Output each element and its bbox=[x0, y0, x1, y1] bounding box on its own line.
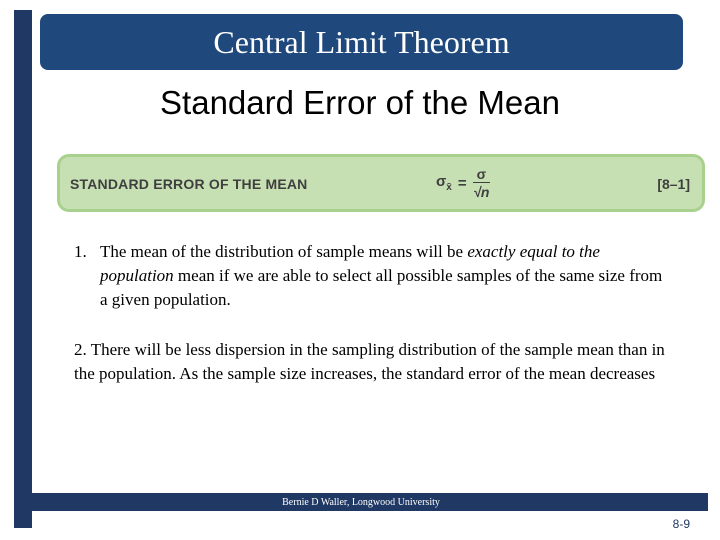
point-1 bbox=[74, 240, 674, 312]
formula-lhs bbox=[436, 173, 452, 193]
formula-equals: = bbox=[457, 174, 467, 192]
point-1-text bbox=[74, 240, 674, 312]
page-number: 8-9 bbox=[672, 517, 690, 531]
formula-fraction bbox=[473, 166, 491, 201]
point-2-text: 2. There will be less dispersion in the sampling distribution of the sample mean than in the population. As the sample size increases, the standard error of the mean decreases bbox=[74, 340, 665, 383]
formula-numerator: σ bbox=[473, 166, 491, 183]
footer-bar bbox=[14, 493, 708, 511]
formula-label: STANDARD ERROR OF THE MEAN bbox=[70, 176, 308, 192]
formula-lhs-symbol: σ bbox=[436, 173, 447, 190]
title-banner bbox=[40, 14, 683, 70]
standard-error-formula bbox=[436, 163, 490, 203]
footer-credit: Bernie D Waller, Longwood University bbox=[282, 496, 440, 508]
formula-number: [8–1] bbox=[657, 176, 690, 192]
point-1-part1: The mean of the distribution of sample means will be bbox=[100, 242, 468, 261]
slide-title: Central Limit Theorem bbox=[213, 23, 510, 60]
slide-subtitle: Standard Error of the Mean bbox=[160, 84, 560, 121]
point-1-marker: 1. bbox=[74, 242, 87, 261]
point-1-italic: exactly equal to the population bbox=[100, 242, 600, 285]
formula-box bbox=[57, 154, 705, 212]
point-1-part2: mean if we are able to select all possible samples of the same size from a given population. bbox=[100, 266, 663, 309]
formula-denominator: √n bbox=[473, 183, 490, 200]
formula-lhs-subscript: x̄ bbox=[446, 182, 452, 193]
